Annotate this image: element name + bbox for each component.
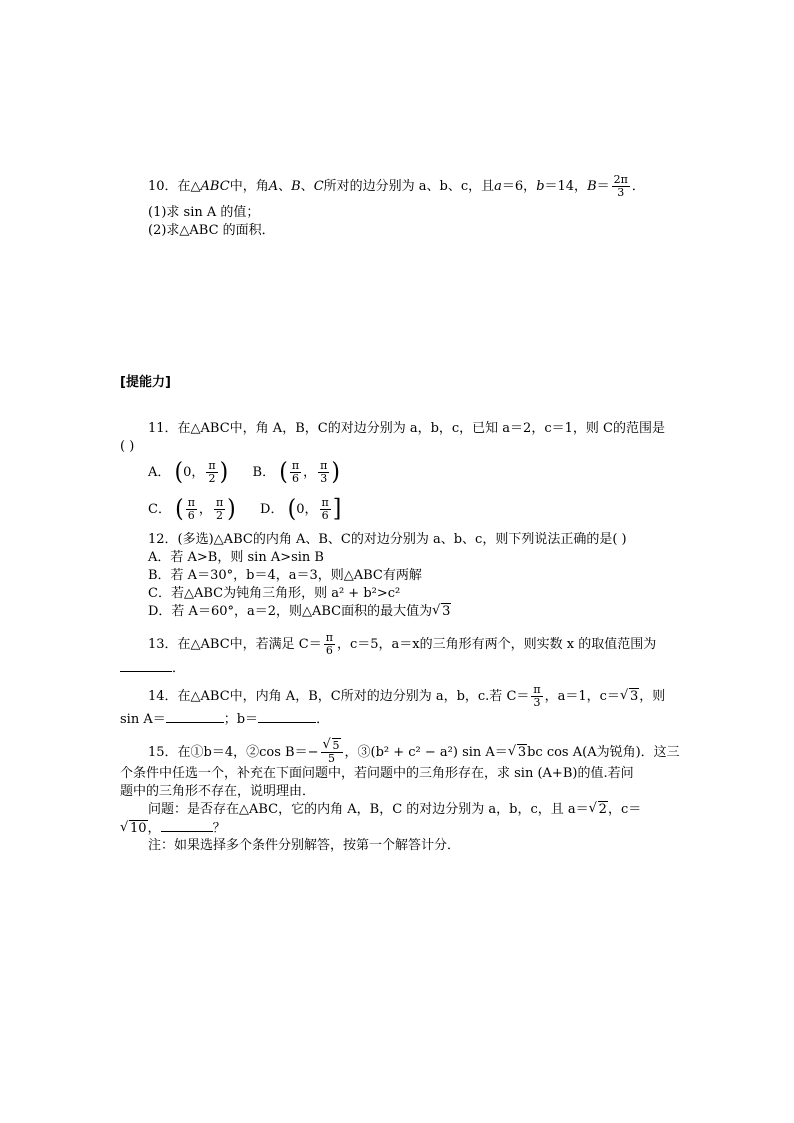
q12-optC: C．若△ABC为钝角三角形，则 a² + b²>c² bbox=[148, 586, 401, 601]
q14-text: ，a＝1，c＝ bbox=[544, 689, 620, 704]
q15-line1 bbox=[148, 740, 680, 765]
q15-note: 注：如果选择多个条件分别解答，按第一个解答计分． bbox=[148, 838, 461, 853]
q10-text: 10．在△ bbox=[148, 179, 201, 194]
q10-abc: ABC bbox=[200, 179, 230, 194]
q11-optA-hi bbox=[206, 460, 217, 485]
paren-left: ( bbox=[279, 458, 288, 486]
frac-den: 2 bbox=[208, 472, 216, 485]
q11-options-row1: A． (0， $\frac{\pi}{2}$ ) B． ( $\frac{\pi}{6}$ ， $\frac{\pi}{3}$ ) bbox=[148, 458, 340, 486]
q11-optD-lo: 0 bbox=[296, 502, 305, 517]
q15-condition-blank[interactable] bbox=[161, 819, 213, 832]
q10-b: b bbox=[536, 179, 545, 194]
paren-left: ( bbox=[175, 495, 184, 523]
q10-text: 所对的边分别为 a、b、c，且 bbox=[323, 179, 495, 194]
frac-den: 3 bbox=[320, 472, 328, 485]
radicand: 10 bbox=[130, 821, 147, 836]
q15-end: ？ bbox=[212, 821, 226, 836]
q10-end: ． bbox=[631, 179, 645, 194]
q10-C: C bbox=[313, 179, 324, 194]
q10-a-val: ＝6， bbox=[501, 179, 537, 194]
frac-den: 6 bbox=[321, 509, 329, 522]
frac-num: π bbox=[320, 459, 328, 472]
q14-text: ，则 bbox=[639, 689, 666, 704]
sqrt bbox=[508, 744, 527, 762]
paren-right: ) bbox=[227, 495, 236, 523]
q13-fraction bbox=[324, 632, 335, 657]
q10-a: a bbox=[494, 179, 502, 194]
q14-text: 14．在△ABC中，内角 A，B，C所对的边分别为 a，b，c.若 C＝ bbox=[148, 689, 530, 704]
q10-b-val: ＝14， bbox=[544, 179, 588, 194]
q15-text: 15．在①b＝4，②cos B＝− bbox=[148, 745, 319, 760]
q13-answer-blank[interactable] bbox=[120, 659, 172, 672]
q12-stem: 12．(多选)△ABC的内角 A、B、C的对边分别为 a、b、c，则下列说法正确的是( ) bbox=[148, 532, 627, 547]
q15-text: ，c＝ bbox=[607, 802, 642, 817]
q15-text: ，③(b² + c² − a²) sin A＝ bbox=[344, 745, 508, 760]
frac-den: 6 bbox=[291, 472, 299, 485]
q11-optC-label: C． bbox=[148, 502, 171, 517]
bracket-right: ] bbox=[332, 495, 342, 523]
q10-sep: 、 bbox=[278, 179, 292, 194]
q13-answer bbox=[120, 659, 185, 678]
sqrt bbox=[620, 688, 639, 706]
q10-B2: B bbox=[587, 179, 597, 194]
q15-line4 bbox=[148, 801, 641, 819]
q10-frac-num: 2π bbox=[613, 173, 628, 186]
sqrt bbox=[432, 603, 451, 621]
section-title: [提能力] bbox=[120, 375, 171, 390]
q10-eq: ＝ bbox=[596, 179, 610, 194]
q11-paren: ( ) bbox=[120, 439, 135, 454]
q11-options-row2: C． ( $\frac{\pi}{6}$ ， $\frac{\pi}{2}$ ) D． (0， $\frac{\pi}{6}$ ] bbox=[148, 495, 342, 523]
radicand: 5 bbox=[332, 739, 340, 752]
radicand: 3 bbox=[517, 745, 527, 760]
frac-den: 3 bbox=[533, 696, 541, 709]
sqrt bbox=[589, 801, 608, 819]
radicand: 2 bbox=[598, 802, 607, 817]
q14-fraction bbox=[531, 684, 542, 709]
q14-sinA-label: sin A＝ bbox=[120, 712, 166, 727]
paren-right: ) bbox=[219, 458, 229, 486]
q15-text: bc cos A(A为锐角)．这三 bbox=[527, 745, 680, 760]
q13-text: ，c＝5，a＝x的三角形有两个，则实数 x 的取值范围为 bbox=[336, 637, 657, 652]
q15-line2: 个条件中任选一个，补充在下面问题中，若问题中的三角形存在，求 sin (A+B)的值.若问 bbox=[120, 766, 634, 781]
radicand: 3 bbox=[629, 689, 639, 704]
q14-sinA-blank[interactable] bbox=[166, 710, 224, 723]
sqrt bbox=[120, 820, 148, 838]
q10-text: 中，角 bbox=[229, 179, 269, 194]
frac-num: π bbox=[187, 496, 195, 509]
frac-num: π bbox=[291, 459, 300, 472]
frac-num bbox=[321, 740, 343, 753]
q11-optC-lo bbox=[186, 497, 197, 522]
radicand: 3 bbox=[442, 604, 451, 619]
q15-fraction bbox=[321, 740, 343, 765]
frac-den: 2 bbox=[216, 509, 224, 522]
paren-left: ( bbox=[174, 458, 184, 486]
q14-end: ． bbox=[316, 712, 330, 727]
q15-text: 问题：是否存在△ABC，它的内角 A，B，C 的对边分别为 a，b，c，且 a＝ bbox=[148, 802, 589, 817]
q15-line5 bbox=[120, 819, 226, 838]
q11-optD-hi bbox=[320, 497, 331, 522]
frac-num: π bbox=[321, 496, 329, 509]
q10-fraction bbox=[612, 174, 630, 199]
paren-right: ) bbox=[331, 458, 340, 486]
q10-frac-den: 3 bbox=[617, 186, 625, 199]
q10-B: B bbox=[291, 179, 301, 194]
q13-text: 13．在△ABC中，若满足 C＝ bbox=[148, 637, 322, 652]
q12-optD bbox=[148, 603, 451, 621]
q11-stem: 11．在△ABC中，角 A，B，C的对边分别为 a，b，c，已知 a＝2，c＝1，则 C的范围是 bbox=[148, 421, 665, 436]
q12-optA: A．若 A>B，则 sin A>sin B bbox=[148, 550, 324, 565]
frac-num: π bbox=[533, 683, 541, 696]
q13-stem bbox=[148, 632, 656, 657]
sqrt bbox=[323, 740, 341, 752]
q12-optB: B．若 A＝30°，b＝4，a＝3，则△ABC有两解 bbox=[148, 568, 422, 583]
q14-answers bbox=[120, 710, 329, 729]
q14-b-label: ；b＝ bbox=[223, 712, 259, 727]
frac-den: 6 bbox=[325, 644, 333, 657]
q11-optC-hi bbox=[214, 497, 225, 522]
q11-optA-label: A． bbox=[148, 465, 171, 480]
paren-left: ( bbox=[287, 495, 297, 523]
frac-den: 6 bbox=[187, 509, 195, 522]
q15-line3: 题中的三角形不存在，说明理由． bbox=[120, 784, 316, 799]
q11-optD-label: D． bbox=[260, 502, 284, 517]
q11-optB-hi bbox=[318, 460, 329, 485]
q11-optB-lo bbox=[290, 460, 301, 485]
frac-num: π bbox=[215, 496, 224, 509]
q10-sub1: (1)求 sin A 的值； bbox=[148, 205, 260, 220]
q10-stem bbox=[148, 174, 645, 199]
q10-sep: 、 bbox=[300, 179, 314, 194]
q12-optD-text: D．若 A＝60°，a＝2，则△ABC面积的最大值为 bbox=[148, 604, 433, 619]
q14-stem bbox=[148, 684, 665, 709]
q11-optA-lo: 0 bbox=[183, 465, 192, 480]
frac-num: π bbox=[325, 631, 333, 644]
q10-sub2: (2)求△ABC 的面积． bbox=[148, 223, 275, 238]
q14-b-blank[interactable] bbox=[258, 710, 316, 723]
q11-optB-label: B． bbox=[252, 465, 276, 480]
frac-num: π bbox=[208, 459, 216, 472]
q10-A: A bbox=[268, 179, 279, 194]
frac-den: 5 bbox=[328, 752, 335, 765]
q13-end: ． bbox=[172, 661, 186, 676]
q15-text: ， bbox=[147, 821, 161, 836]
